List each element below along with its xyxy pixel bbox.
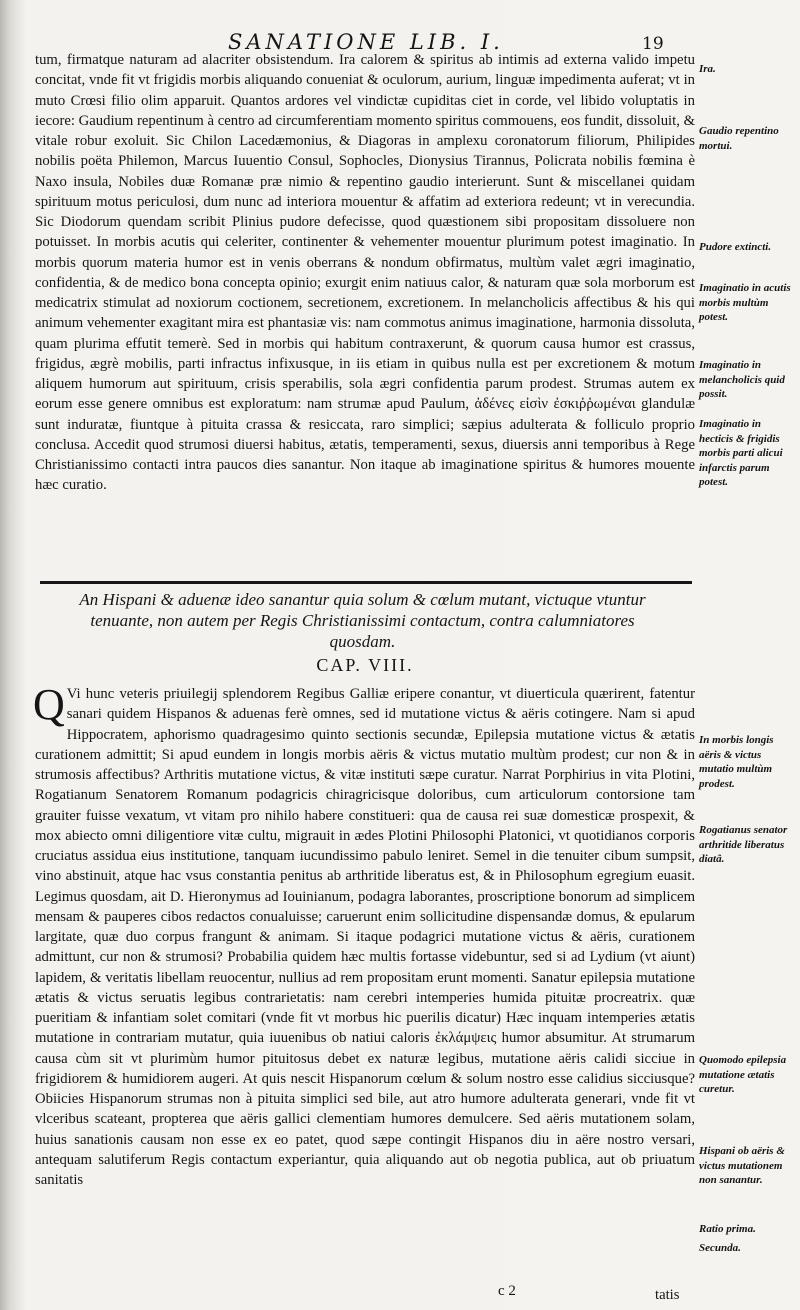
chapter-title: An Hispani & aduenæ ideo sanantur quia solum & cœlum mutant, victuque vtuntur tenuante, non autem per Regis Christianissimi contactum, contra calumniatores quosdam. (79, 590, 646, 651)
margin-note: Imaginatio in melancholicis quid possit. (699, 359, 785, 400)
bottom-paragraph: Vi hunc veteris priuilegij splendorem Regibus Galliæ eripere conantur, vt diuerticula quærirent, fatentur sanari quidem Hispanos & aduenas ferè omnes, sed id mutatione victus & aëris cotingere. Nam si apud Hippocratem, aphorismo quadragesimo quinto sectionis secundæ, Epilepsia mutatione victus & ætatis curationem admittit; Si apud eundem in longis morbis aëris & victus mutatio multùm prodest; cur non & in strumosis affectibus? Arthritis mutatione victus, & vitæ instituti sæpe curatur. Narrat Porphirius in vita Plotini, Rogatianum Senatorem Romanum podagricis chiragricisque doloribus, cum articulorum contorsione tam grauiter fuisse vexatum, vt vitam pro nihilo habere constitueri: qua de causa rei suæ domesticæ prospexit, & mox abiecto omni diligentiore vitæ cultu, migrauit in ædes Plotini Philosophi Platonici, vt quotidianos corporis cruciatus assidua eius institutione, tanquam iucundissimo pabulo leniret. Semel in die tenuiter cibum sumpsit, vino abstinuit, atque hac vsus constantia penitus ab arthritide liberatus est, & in Philosophum egregium euasit. Legimus quosdam, ait D. Hieronymus ad Iouinianum, podagra laborantes, proscriptione bonorum ad simplicem mensam & pauperes cibos redactos conualuisse; caruerunt enim sollicitudine dispensandæ domus, & epularum largitate, quæ duo corpus frangunt & animam. Si itaque podagrici mutatione victus & aëris, curationem admittunt, cur non & strumosi? Probabilia quidem hæc multis fortasse videbuntur, sed si ad Lydium (vt aiunt) lapidem, & veritatis libellam reuocentur, nullius ad rem propositam erunt momenti. Sanatur epilepsia mutatione ætatis & victus seruatis legibus contrarietatis: nam cerebri intemperies humida pituitæ procreatrix. quæ pueritiam & infantiam solet comitari (vnde fit vt morbus hic puerilis dicatur) Hæc inquam intemperies ætatis mutatione in contrariam mutatur, quia iuuenibus ob natiui caloris ἐκλάμψεις humor absumitur. At strumarum causa cùm sit vt plurimùm humor pituitosus debet ex naturæ legibus, mutatione aëris calidi sicciue in frigidiorem & humidiorem augeri. At quis nescit Hispanorum cœlum & solum nostro esse calidius sicciusque? Obiicies Hispanorum strumas non à pituita simplici sed bile, aut atro humore adulterata generari, vnde fit vt vlceribus scateant, propterea que aëris gallici clementiam humores demulcere. Sed aëris mutationem solam, huius sanationis causam non esse ex eo patet, quod sæpe contingit Hispanos diu in aëre nostro versari, antequam salutiferum Regis contactum experiantur, quia aliquando aut ob negotia publica, aut ob priuatum sanitatis (35, 686, 695, 1188)
page-number: 19 (642, 34, 664, 54)
bottom-text-block (33, 680, 695, 1190)
chapter-number: CAP. VIII. (316, 655, 414, 675)
margin-note: Secunda. (699, 1242, 741, 1254)
margin-note: Gaudio repentino mortui. (699, 125, 779, 152)
catchword: tatis (655, 1287, 680, 1303)
top-text-block (35, 50, 695, 496)
top-paragraph: tum, firmatque naturam ad alacriter obsistendum. Ira calorem & spiritus ab intimis ad externa valido impetu concitat, vnde fit vt frigidis morbis aliquando conueniat & oculorum, aurium, linguæ impedimenta auferat; vt in muto Crœsi filio olim apparuit. Quantos ardores vel vindictæ cupiditas ciet in corde, vel libido voluptatis in iecore: Gaudium repentinum à centro ad circumferentiam momento spiritus commouens, eos fundit, dissoluit, & vitale robur exoluit. Sic Chilon Lacedæmonius, & Diagoras in amplexu coronatorum filiorum, Philipides nobilis poëta Philemon, Marcus Iuuentio Consul, Sophocles, Dionysius Tirannus, Policrata nobilis fœmina è Naxo insula, Nobiles duæ Romanæ præ nimio & repentino gaudio interierunt. Sunt & miscellanei quidam spirituum motus periculosi, dum nunc ad interiora mouentur & affatim ad exteriora redeunt; vt in verecundia. Sic Diodorum quendam scribit Plinius pudore defecisse, quod quæstionem sibi propositam dissoluere non potuisset. In morbis acutis qui celeriter, continenter & vehementer mouentur plurimum potest imaginatio. In morbis quorum materia humor est in venis oberrans & nondum obfirmatus, multùm valet ægri imaginatio, confidentia, & de medico bona concepta opinio; exurgit enim natiuus calor, & naturam quæ sola morborum est medicatrix stimulat ad noxiorum coctionem, secretionem, excretionem. In melancholicis affectibus & his qui animum vehementer exagitant mira est phantasiæ vis: nam commotus animus imaginatione, harmonia dissoluta, quam plurima effutit temerè. Sed in morbis qui habitum contraxerunt, & quorum causa humor est crassus, frigidus, ægrè mobilis, parti infractus infixusque, in iis etiam in quibus nulla est per excretionem & motum aliquem humorum aut spirituum, crisis sperabilis, sola ægri confidentia parum prodest. Strumas autem ex eorum esse genere omnibus est exploratum: nam strumæ apud Paulum, ἀδένες εἰσὶν ἐσκιῤῥωμέναι glandulæ sunt induratæ, fiuntque à pituita crassa & resiccata, raro simplici; sæpius adulterata & folliculo proprio conclusa. Accedit quod strumosi diuersi habitus, ætatis, temperamenti, sexus, diuersis anni temporibus à Rege Christianissimo contacti intra paucos dies sanantur. Non itaque ab imaginatione spiritus & humores mouente hæc curatio. (35, 52, 695, 494)
margin-note: Ira. (699, 63, 716, 75)
drop-cap: Q (33, 680, 65, 729)
margin-note: Imaginatio in acutis morbis multùm potest. (699, 282, 791, 323)
margin-note: Rogatianus senator arthritide liberatus diatâ. (699, 824, 788, 865)
margin-note: Ratio prima. (699, 1223, 756, 1235)
margin-note: Hispani ob aëris & victus mutationem non sanantur. (699, 1145, 785, 1186)
margin-note: Imaginatio in hecticis & frigidis morbis parti alicui infarctis parum potest. (699, 418, 783, 488)
margin-note: In morbis longis aëris & victus mutatio multùm prodest. (699, 734, 774, 790)
running-head: SANATIONE LIB. I. (228, 30, 504, 54)
margin-note: Pudore extincti. (699, 241, 772, 253)
margin-note: Quomodo epilepsia mutatione ætatis curetur. (699, 1054, 787, 1095)
section-divider (40, 581, 692, 584)
signature-mark: c 2 (498, 1283, 516, 1299)
